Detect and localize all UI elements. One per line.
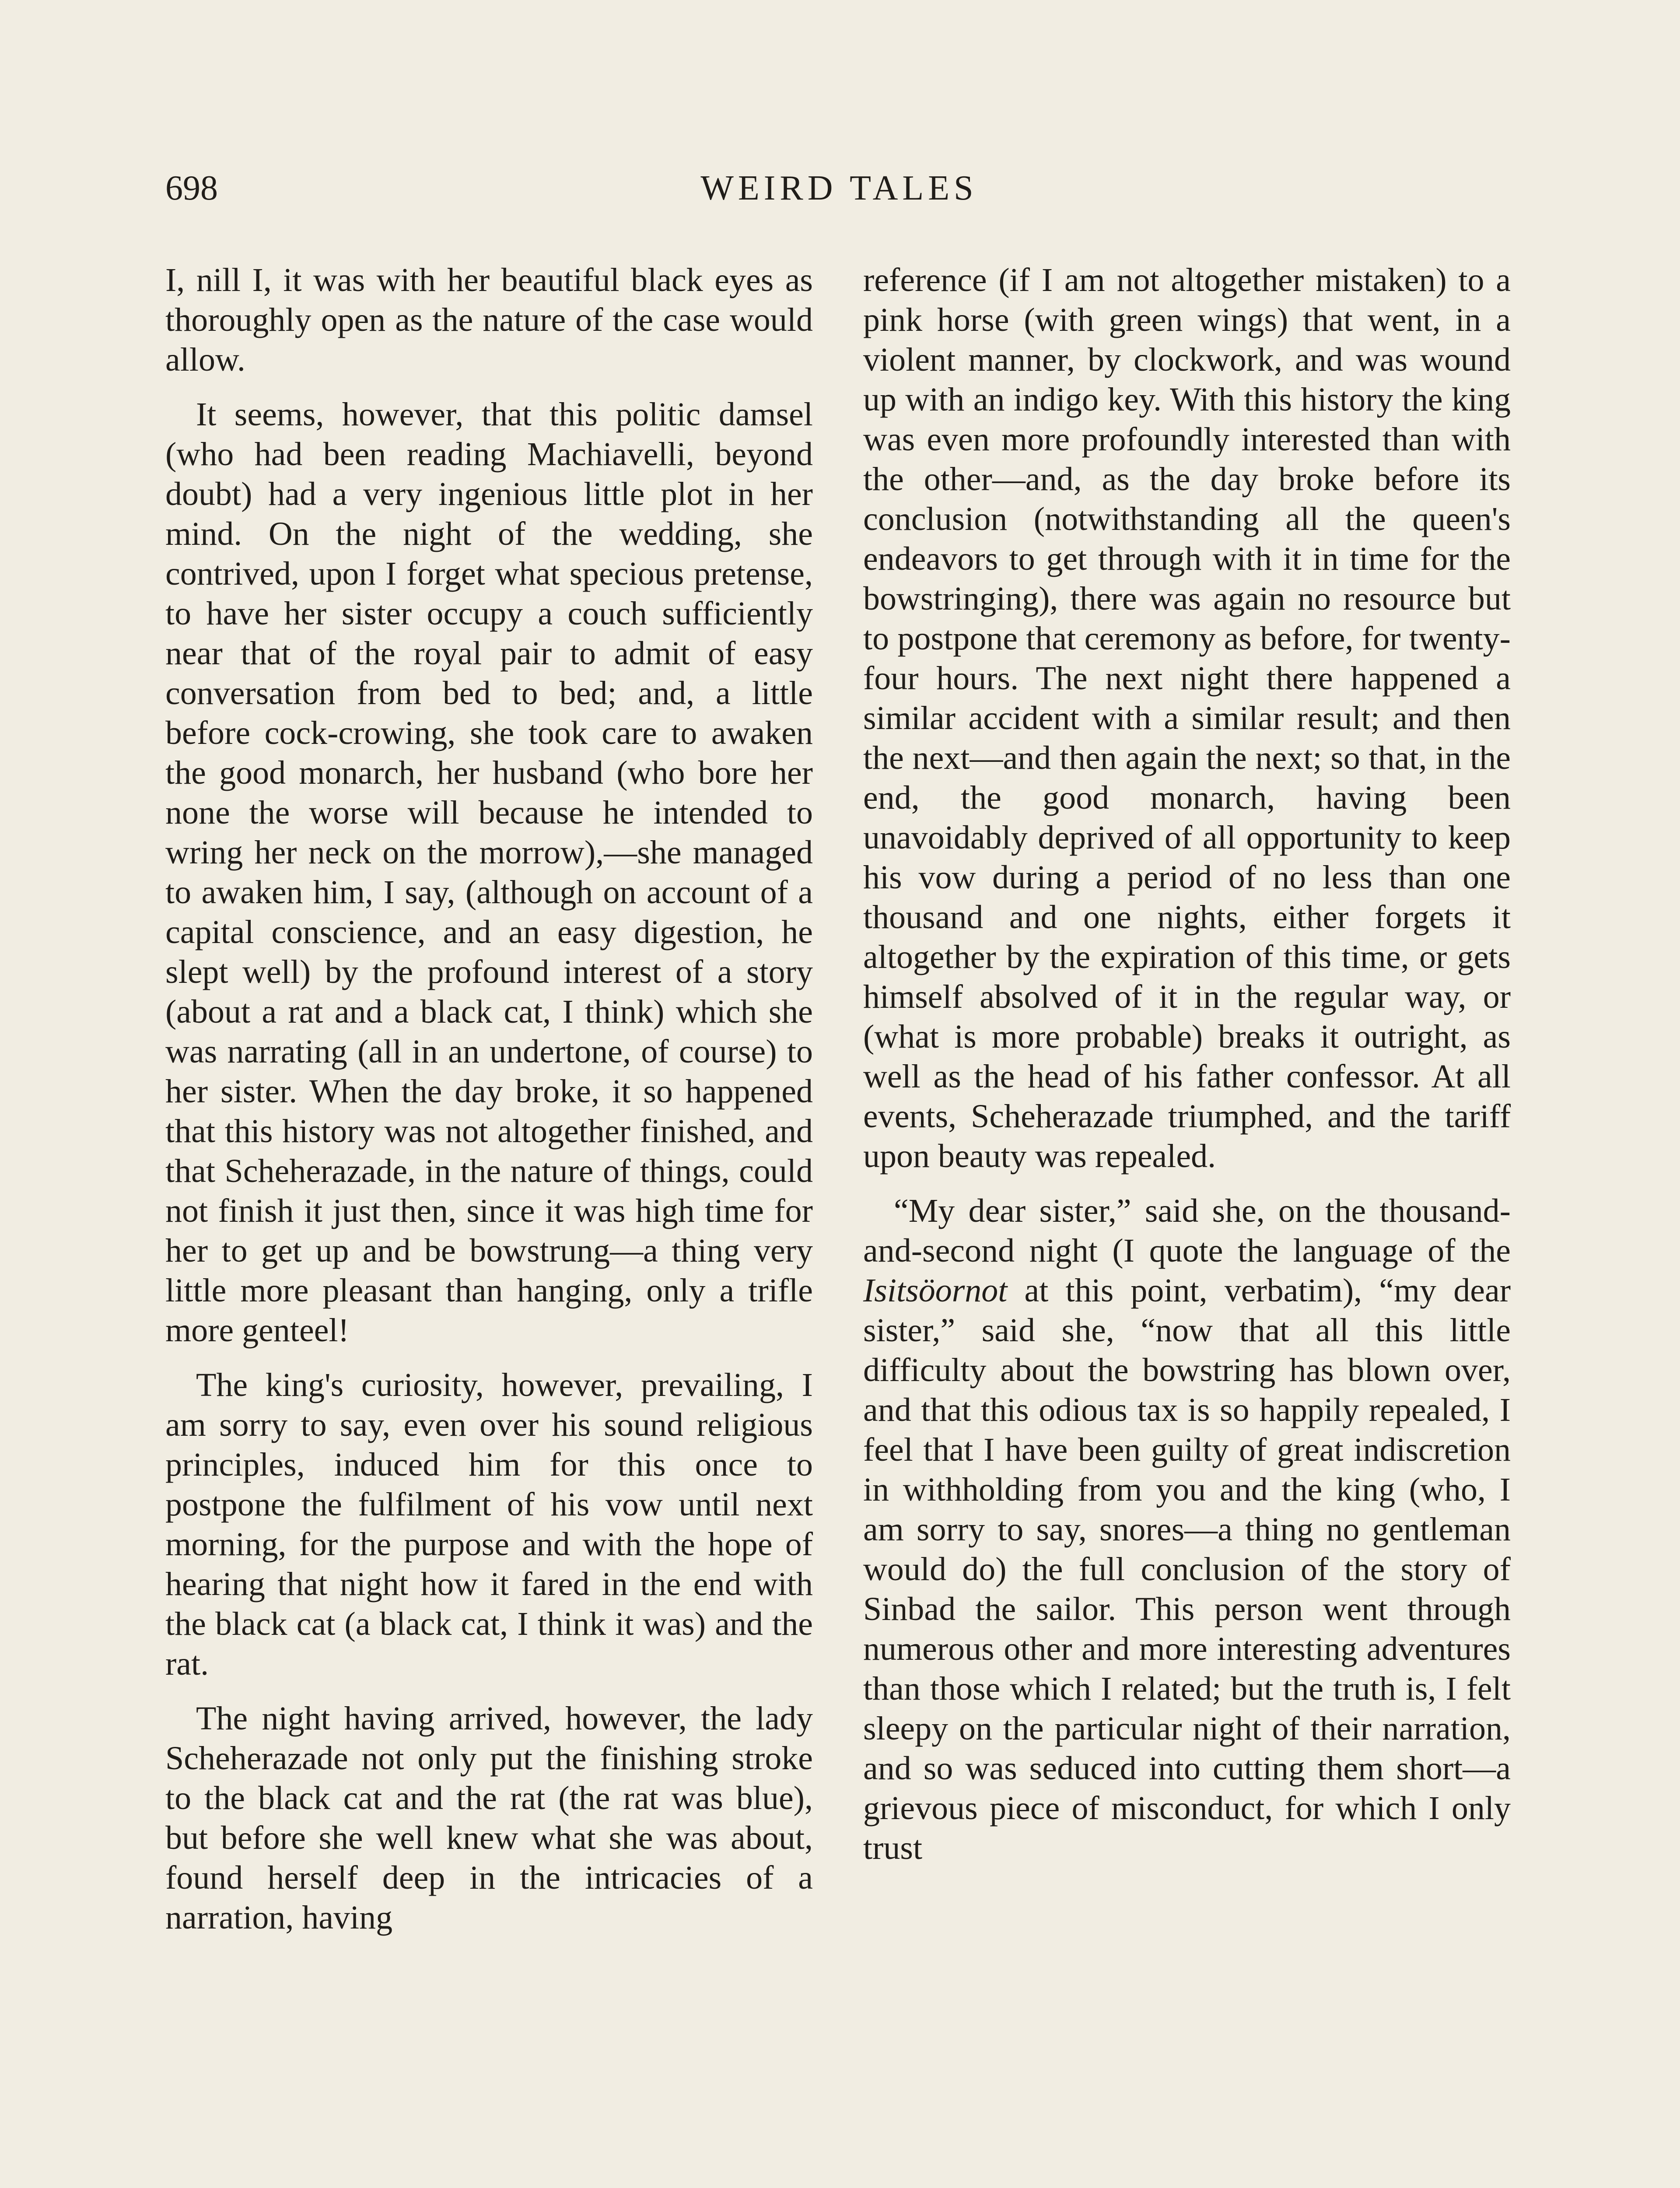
- paragraph: I, nill I, it was with her beautiful black eyes as thoroughly open as the nature of the case would allow.: [165, 262, 813, 378]
- magazine-title: WEIRD TALES: [700, 169, 978, 207]
- book-title: Isitsöornot: [863, 1272, 1008, 1309]
- page-number: 698: [165, 169, 218, 207]
- paragraph: The night having arrived, however, the lady Scheherazade not only put the finishing stroke to the black cat and the rat (the rat was blue), but before she well knew what she was about, found herself deep in the intricacies of a narration, having: [165, 1700, 813, 1936]
- running-head: [165, 162, 1513, 214]
- paragraph-text: “My dear sister,” said she, on the thousand-and-second night (I quote the language of the: [863, 1192, 1511, 1269]
- paragraph: The king's curiosity, however, prevailing, I am sorry to say, even over his sound religious principles, induced him for this once to postpone the fulfilment of his vow until next morning, for the purpose and with the hope of hearing that night how it fared in the end with the black cat (a black cat, I think it was) and the rat.: [165, 1367, 813, 1682]
- paragraph: It seems, however, that this politic damsel (who had been reading Machiavelli, beyond doubt) had a very ingenious little plot in her mind. On the night of the wedding, she contrived, upon I forget what specious pretense, to have her sister occupy a couch sufficiently near that of the royal pair to admit of easy conversation from bed to bed; and, a little before cock-crowing, she took care to awaken the good monarch, her husband (who bore her none the worse will because he intended to wring her neck on the morrow),—she managed to awaken him, I say, (although on account of a capital conscience, and an easy digestion, he slept well) by the profound interest of a story (about a rat and a black cat, I think) which she was narrating (all in an undertone, of course) to her sister. When the day broke, it so happened that this history was not altogether finished, and that Scheherazade, in the nature of things, could not finish it just then, since it was high time for her to get up and be bowstrung—a thing very little more pleasant than hanging, only a trifle more genteel!: [165, 396, 813, 1349]
- text-columns: [165, 260, 1513, 2188]
- left-column: [165, 260, 813, 1953]
- paragraph: [863, 1191, 1511, 1868]
- paragraph: reference (if I am not altogether mistaken) to a pink horse (with green wings) that went, in a violent manner, by clockwork, and was wound up with an indigo key. With this history the king was even more profoundly interested than with the other—and, as the day broke before its conclusion (notwithstanding all the queen's endeavors to get through with it in time for the bowstringing), there was again no resource but to postpone that ceremony as before, for twenty-four hours. The next night there happened a similar accident with a similar result; and then the next—and then again the next; so that, in the end, the good monarch, having been unavoidably deprived of all opportunity to keep his vow during a period of no less than one thousand and one nights, either forgets it altogether by the expiration of this time, or gets himself absolved of it in the regular way, or (what is more probable) breaks it outright, as well as the head of his father confessor. At all events, Scheherazade triumphed, and the tariff upon beauty was repealed.: [863, 262, 1511, 1175]
- paragraph-text: at this point, verbatim), “my dear sister,” said she, “now that all this little difficulty about the bowstring has blown over, and that this odious tax is so happily repealed, I feel that I have been guilty of great indiscretion in withholding from you and the king (who, I am sorry to say, snores—a thing no gentleman would do) the full conclusion of the story of Sinbad the sailor. This person went through numerous other and more interesting adventures than those which I related; but the truth is, I felt sleepy on the particular night of their narration, and so was seduced into cutting them short—a grievous piece of misconduct, for which I only trust: [863, 1272, 1511, 1866]
- right-column: [863, 260, 1511, 1883]
